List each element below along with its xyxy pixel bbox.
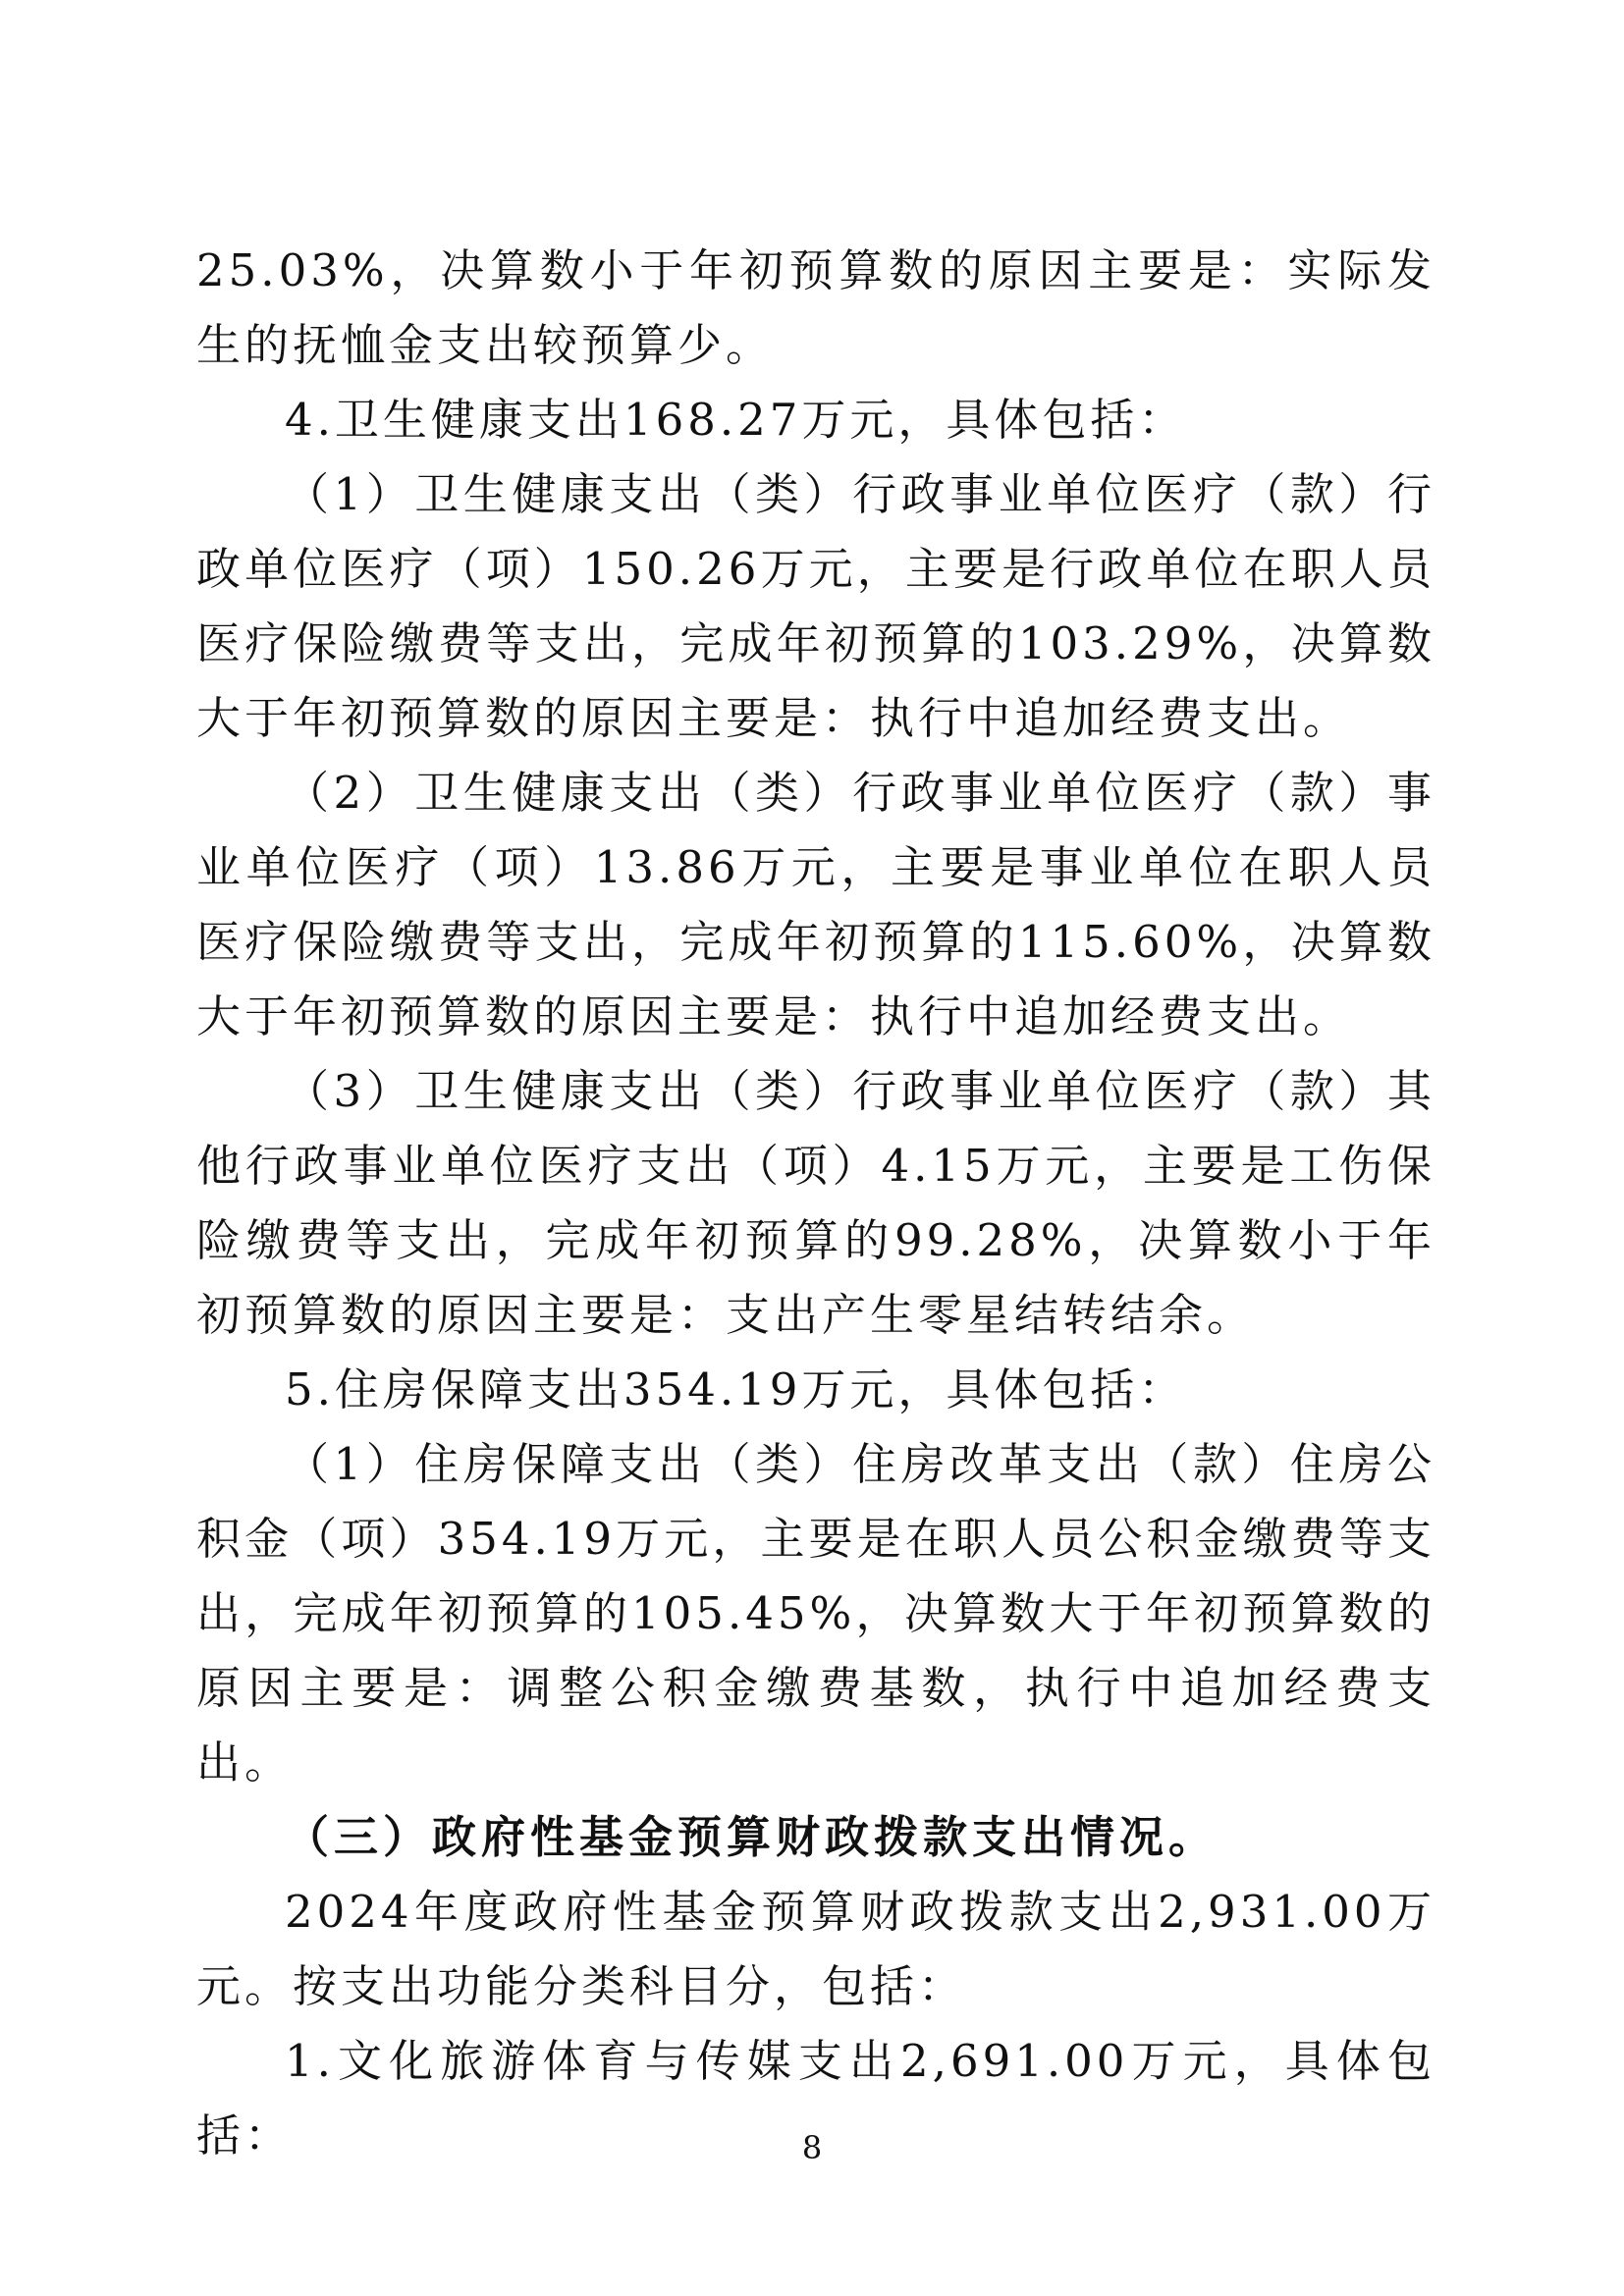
paragraph-health-item-3: （3）卫生健康支出（类）行政事业单位医疗（款）其他行政事业单位医疗支出（项）4.15万元，主要是工伤保险缴费等支出，完成年初预算的99.28%，决算数小于年初预算数的原因主要是：支出产生零星结转结余。 (196, 1065, 1435, 1341)
paragraph-health-heading: 4.卫生健康支出168.27万元，具体包括： (285, 394, 1187, 446)
paragraph-gov-fund-summary: 2024年度政府性基金预算财政拨款支出2,931.00万元。按支出功能分类科目分，包括： (196, 1886, 1435, 2012)
page-number: 8 (801, 2129, 823, 2166)
paragraph-continuation: 25.03%，决算数小于年初预算数的原因主要是：实际发生的抚恤金支出较预算少。 (196, 244, 1435, 371)
paragraph-health-item-1: （1）卫生健康支出（类）行政事业单位医疗（款）行政单位医疗（项）150.26万元，主要是行政单位在职人员医疗保险缴费等支出，完成年初预算的103.29%，决算数大于年初预算数的原因主要是：执行中追加经费支出。 (196, 468, 1435, 744)
paragraph-health-item-2: （2）卫生健康支出（类）行政事业单位医疗（款）事业单位医疗（项）13.86万元，主要是事业单位在职人员医疗保险缴费等支出，完成年初预算的115.60%，决算数大于年初预算数的原因主要是：执行中追加经费支出。 (196, 767, 1435, 1042)
document-body (196, 234, 1435, 2173)
paragraph-housing-heading: 5.住房保障支出354.19万元，具体包括： (285, 1363, 1187, 1415)
paragraph-culture-heading: 1.文化旅游体育与传媒支出2,691.00万元，具体包括： (196, 2035, 1435, 2162)
paragraph-housing-item-1: （1）住房保障支出（类）住房改革支出（款）住房公积金（项）354.19万元，主要是在职人员公积金缴费等支出，完成年初预算的105.45%，决算数大于年初预算数的原因主要是：调整公积金缴费基数，执行中追加经费支出。 (196, 1438, 1435, 1789)
section-heading-gov-fund: （三）政府性基金预算财政拨款支出情况。 (285, 1811, 1218, 1863)
